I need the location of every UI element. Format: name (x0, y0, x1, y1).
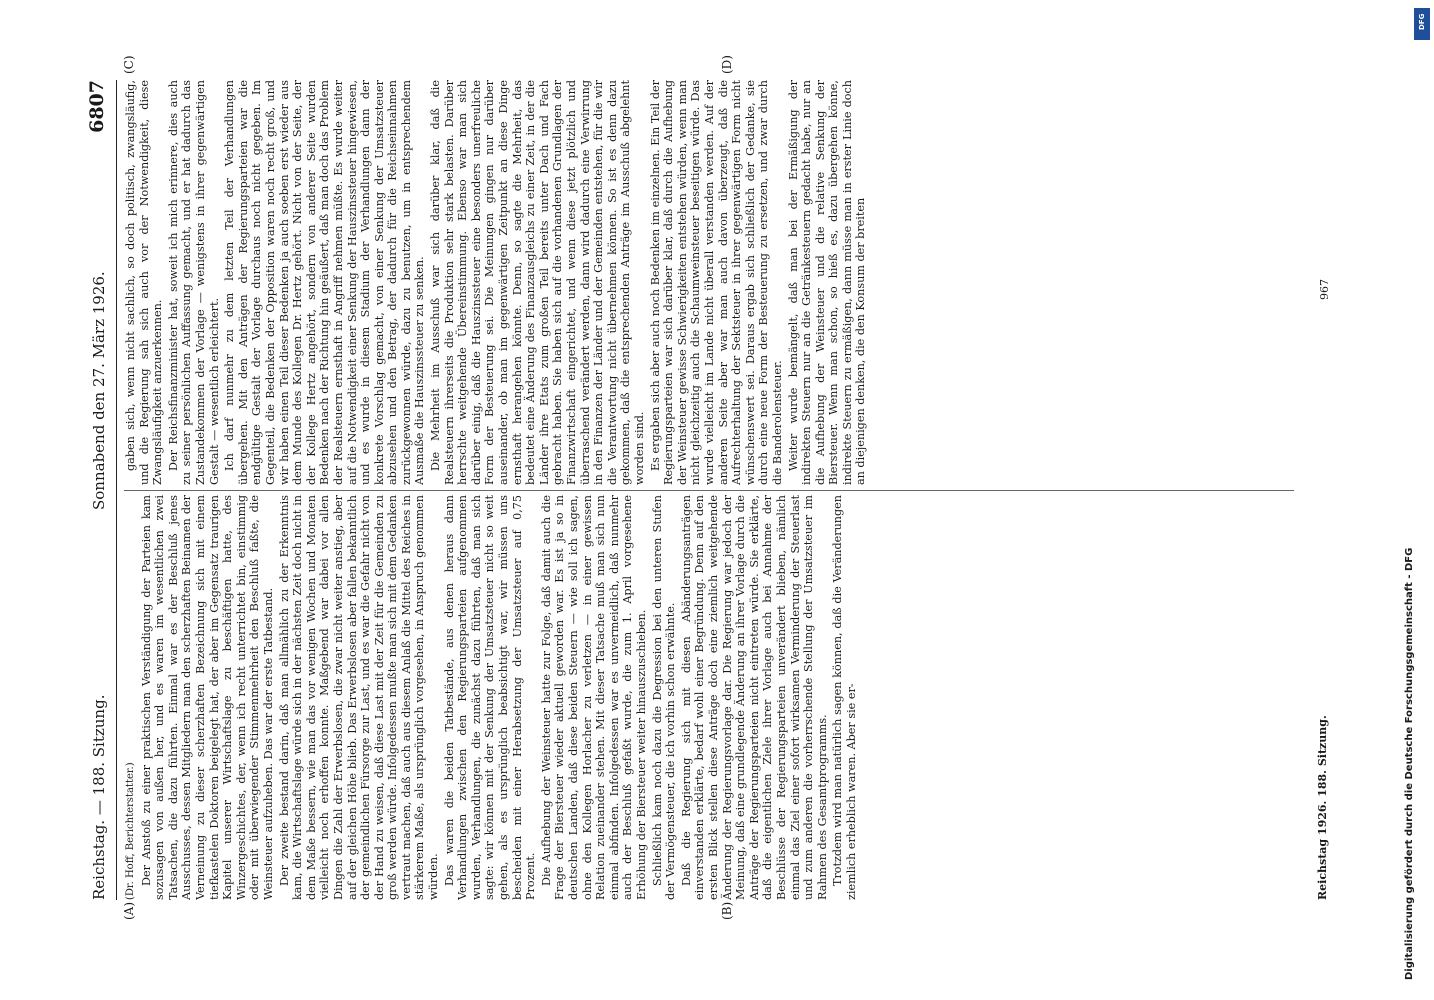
paragraph: Das waren die beiden Tatbestände, aus denen heraus dann Verhandlungen zwischen den Regierungsparteien aufgenommen wurden, Verhandlungen, die zunächst dazu führten, daß man sich sagte: wir können mit der Senkung der Umsatzsteuer nicht so weit gehen, als es ursprünglich beabsichtigt war, wir müssen uns bescheiden mit einer Herabsetzung der Umsatzsteuer auf 0,75 Prozent. (442, 495, 538, 900)
paragraph: Die Aufhebung der Weinsteuer hatte zur Folge, daß damit auch die Frage der Biersteuer wieder aktuell geworden war. Es ist ja so in deutschen Landen, daß diese beiden Steuern — wie soll ich sagen, ohne den Kollegen Horlacher zu verletzen — in einer gewissen Relation zueinander stehen. Mit dieser Tatsache muß man sich nun einmal abfinden. Infolgedessen war es unvermeidlich, daß nunmehr auch der Beschluß gefaßt wurde, die zum 1. April vorgesehene Erhöhung der Biersteuer weiter hinauszuschieben. (539, 495, 648, 900)
header-left: Reichstag. — 188. Sitzung. (90, 694, 108, 900)
paragraph: gaben sich, wenn nicht sachlich, so doch politisch, zwangsläufig, und die Regierung sah sich auch vor der Notwendigkeit, diese Zwangsläufigkeit anzuerkennen. (124, 80, 165, 485)
paragraph: Daß die Regierung sich mit diesen Abänderungsanträgen einverstanden erklärte, bedarf wohl einer Begründung. Denn auf den ersten Blick stellen diese Anträge doch eine ziemlich weitgehende Änderung der Regierungsvorlage dar. Die Regierung war jedoch der Meinung, daß eine grundlegende Änderung an ihrer Vorlage durch die Anträge der Regierungsparteien nicht eintreten würde. Sie erklärte, daß die eigentlichen Ziele ihrer Vorlage auch bei Annahme der Beschlüsse der Regierungsparteien unverändert blieben, nämlich einmal das Ziel einer sofort wirksamen Verminderung der Steuerlast und zum anderen die vorherrschende Stellung der Umsatzsteuer im Rahmen des Gesamtprogramms. (679, 495, 829, 900)
column-divider (124, 490, 1294, 491)
page-header (88, 80, 117, 900)
speaker-label: (Dr. Hoff, Berichterstatter.) (125, 762, 136, 900)
paragraph: Ich darf nunmehr zu dem letzten Teil der Verhandlungen übergehen. Mit den Anträgen der Regierungsparteien war die endgültige Gestalt der Vorlage durchaus noch nicht gegeben. Im Gegenteil, die Bedenken der Opposition waren noch recht groß, und wir haben einen Teil dieser Bedenken ja auch soeben erst wieder aus dem Munde des Kollegen Dr. Hertz gehört. Nicht von der Seite, der der Kollege Hertz angehört, sondern von anderer Seite wurden Bedenken nach der Richtung hin geäußert, daß man doch das Problem der Realsteuern ernsthaft in Angriff nehmen müßte. Es wurde weiter auf die Notwendigkeit einer Senkung der Hauszinssteuer hingewiesen, und es wurde in diesem Stadium der Verhandlungen dann der konkrete Vorschlag gemacht, von einer Senkung der Umsatzsteuer abzusehen und den Betrag, der dadurch für die Reichseinnahmen zurückgewonnen würde, dazu zu benutzen, um in entsprechendem Ausmaße die Hauszinssteuer zu senken. (223, 80, 427, 485)
text-column-left (124, 495, 1314, 900)
header-date: Sonnabend den 27. März 1926. (90, 271, 108, 510)
margin-marker-c: (C) (122, 55, 136, 74)
text-column-right (124, 80, 1314, 485)
paragraph: Der Anstoß zu einer praktischen Verständigung der Parteien kam sozusagen von außen her, und es waren im wesentlichen zwei Tatsachen, die dazu führten. Einmal war es der Beschluß jenes Ausschusses, dessen Mitgliedern man den scherzhaften Beinamen der Verneinung zu dieser scherzhaften Bezeichnung sich mit einem tiefkastelen Doktoren beigelegt hat, der aber im Gegensatz traurigen Kapitel unserer Wirtschaftslage zu beschäftigen hatte, des Winzergeschichtes, der, wenn ich recht unterrichtet bin, einstimmig oder mit überwiegender Stimmenmehrheit den Beschluß faßte, die Weinsteuer aufzuheben. Das war der erste Tatbestand. (139, 495, 275, 900)
paragraph: Trotzdem wird man natürlich sagen können, daß die Veränderungen ziemlich erheblich waren. Aber sie er- (831, 495, 858, 900)
footer-left: Reichstag 1926. 188. Sitzung. (1316, 715, 1329, 900)
paragraph: Die Mehrheit im Ausschuß war sich darüber klar, daß die Realsteuern ihrerseits die Produktion sehr stark belasten. Darüber herrschte weitgehende Übereinstimmung. Ebenso war man sich darüber einig, daß die Hauszinssteuer eine besonders unerfreuliche Form der Besteuerung sei. Die Meinungen gingen nur darüber auseinander, ob man im gegenwärtigen Zeitpunkt an diese Dinge ernsthaft herangehen könnte. Denn, so sagte die Mehrheit, das bedeutet eine Änderung des Finanzausgleichs zu einer Zeit, in der die Länder ihre Etats zum großen Teil bereits unter Dach und Fach gebracht haben. Sie haben sich auf die vorhandenen Grundlagen der Finanzwirtschaft eingerichtet, und wenn diese jetzt plötzlich und überraschend verändert werden, dann wird dadurch eine Verwirrung in den Finanzen der Länder und der Gemeinden entstehen, für die wir die Verantwortung nicht übernehmen können. So ist es denn dazu gekommen, daß die entsprechenden Anträge im Ausschuß abgelehnt worden sind. (429, 80, 646, 485)
margin-marker-d: (D) (720, 55, 734, 74)
page-number: 6807 (86, 80, 108, 133)
dfg-logo-text: DFG (1418, 13, 1426, 30)
paragraph: Es ergaben sich aber auch noch Bedenken im einzelnen. Ein Teil der Regierungsparteien war sich darüber klar, daß durch die Aufhebung der Weinsteuer gewisse Schwierigkeiten entstehen würden, wenn man nicht gleichzeitig auch die Schaumweinsteuer beseitigen würde. Das wurde vielleicht im Lande nicht überall verstanden werden. Auf der anderen Seite aber war man auch davon überzeugt, daß die Aufrechterhaltung der Sektsteuer in ihrer gegenwärtigen Form nicht wünschenswert sei. Daraus ergab sich schließlich der Gedanke, sie durch eine neue Form der Besteuerung zu ersetzen, und zwar durch die Banderolensteuer. (648, 80, 784, 485)
paragraph: Weiter wurde bemängelt, daß man bei der Ermäßigung der indirekten Steuern nur an die Getränkesteuern gedacht habe, nur an die Aufhebung der Weinsteuer und die relative Senkung der Biersteuer. Wenn man schon, so hieß es, dazu übergehen könne, indirekte Steuern zu ermäßigen, dann müsse man in erster Linie doch an diejenigen denken, die den Konsum der breiten (786, 80, 868, 485)
paragraph: Der Reichsfinanzminister hat, soweit ich mich erinnere, dies auch zu seiner persönlichen Auffassung gemacht, und er hat dadurch das Zustandekommen der Vorlage — wenigstens in ihrer gegenwärtigen Gestalt — wesentlich erleichtert. (166, 80, 221, 485)
digitization-stamp: Digitalisierung gefördert durch die Deutsche Forschungsgemeinschaft - DFG (1404, 547, 1415, 980)
paragraph: Der zweite bestand darin, daß man allmählich zu der Erkenntnis kam, die Wirtschaftslage würde sich in der nächsten Zeit doch nicht in dem Maße bessern, wie man das vor wenigen Wochen und Monaten vielleicht noch erhoffen konnte. Maßgebend war dabei vor allen Dingen die Zahl der Erwerbslosen, die zwar nicht weiter anstieg, aber auf der gleichen Höhe blieb. Das Erwerbslosen aber fallen bekanntlich der gemeindlichen Fürsorge zur Last, und es war die Gefahr nicht von der Hand zu weisen, daß diese Last mit der Zeit für die Gemeinden zu groß werden würde. Infolgedessen mußte man sich mit dem Gedanken vertraut machen, daß auch aus diesem Anlaß die Mittel des Reiches in stärkerem Maße, als ursprünglich vorgesehen, in Anspruch genommen würden. (277, 495, 441, 900)
paragraph: Schließlich kam noch dazu die Degression bei den unteren Stufen der Vermögensteuer, die ich vorhin schon erwähnte. (650, 495, 678, 900)
footer-page-number: 967 (1318, 279, 1331, 300)
margin-marker-a: (A) (122, 901, 136, 920)
margin-marker-b: (B) (720, 901, 734, 920)
